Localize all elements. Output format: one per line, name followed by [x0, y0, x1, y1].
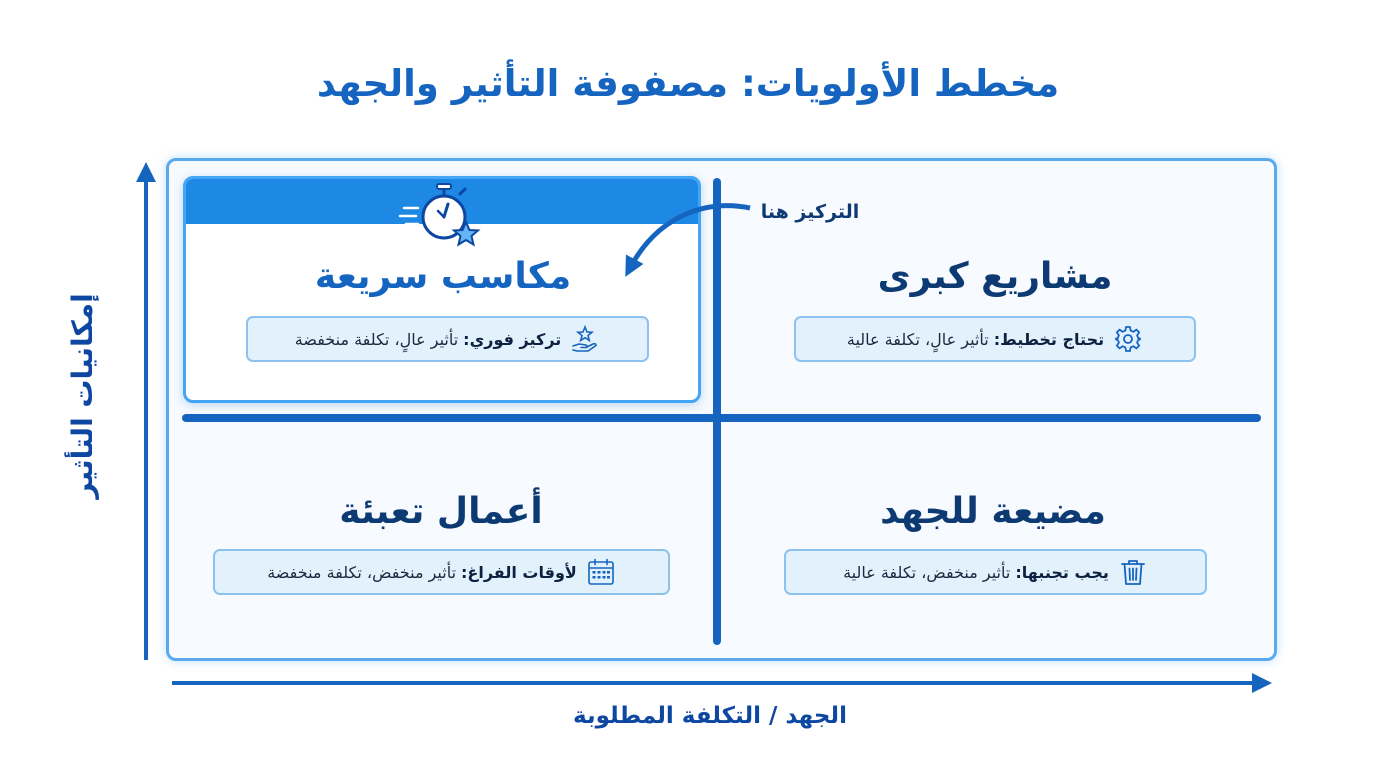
- focus-note: التركيز هنا: [760, 201, 860, 223]
- major-projects-pill-bold: تحتاج تخطيط:: [993, 329, 1105, 349]
- page-title: مخطط الأولويات: مصفوفة التأثير والجهد: [316, 62, 1060, 105]
- trash-icon: [1118, 557, 1148, 587]
- quick-wins-title: مكاسب سريعة: [314, 256, 572, 297]
- calendar-icon: [586, 557, 616, 587]
- quick-wins-pill-text: تأثير عالٍ، تكلفة منخفضة: [294, 329, 459, 349]
- fill-ins-pill-text: تأثير منخفض، تكلفة منخفضة: [267, 562, 457, 582]
- thankless-tasks-pill-text: تأثير منخفض، تكلفة عالية: [843, 562, 1011, 582]
- fill-ins-title: أعمال تعبئة: [339, 491, 543, 532]
- major-projects-pill: [794, 316, 1196, 362]
- major-projects-title: مشاريع كبرى: [877, 256, 1113, 297]
- fill-ins-pill-bold: لأوقات الفراغ:: [461, 562, 577, 582]
- thankless-tasks-pill-bold: يجب تجنبها:: [1015, 562, 1109, 582]
- horizontal-divider: [182, 414, 1261, 422]
- major-projects-pill-text: تأثير عالٍ، تكلفة عالية: [846, 329, 989, 349]
- quick-wins-pill: [246, 316, 649, 362]
- hand-star-icon: [570, 324, 600, 354]
- stopwatch-star-icon: [396, 180, 486, 250]
- fill-ins-pill: [213, 549, 670, 595]
- thankless-tasks-title: مضيعة للجهد: [880, 491, 1106, 532]
- quick-wins-pill-bold: تركيز فوري:: [463, 329, 562, 349]
- y-axis-label: إمكانيات التأثير: [66, 293, 99, 499]
- x-axis-label: الجهد / التكلفة المطلوبة: [573, 703, 847, 729]
- thankless-tasks-pill: [784, 549, 1207, 595]
- gear-icon: [1113, 324, 1143, 354]
